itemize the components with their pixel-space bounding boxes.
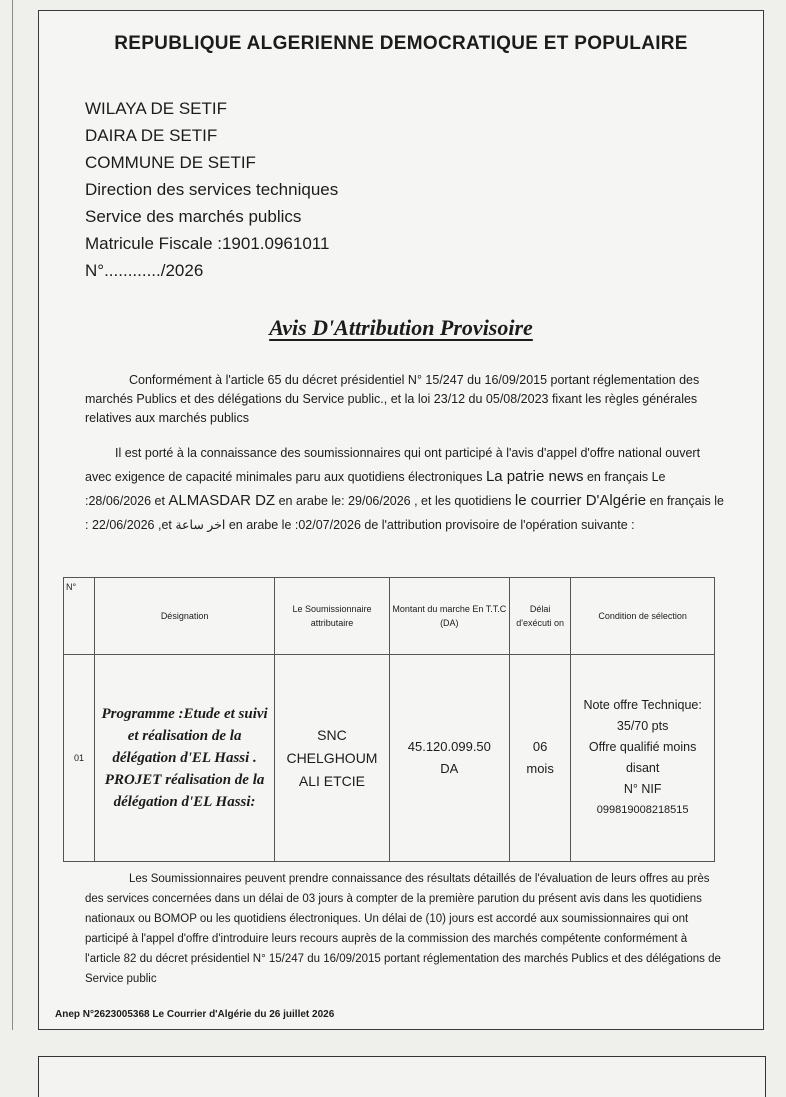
issuer-line-number: N°............/2026 (85, 261, 204, 280)
condition-line: Note offre Technique: (583, 698, 702, 712)
nif-number: 099819008218515 (596, 804, 689, 816)
anep-footer: Anep N°2623005368 Le Courrier d'Algérie du 26 juillet 2026 (55, 1009, 335, 1020)
header-condition: Condition de sélection (571, 578, 715, 655)
notice-title: Avis D'Attribution Provisoire (269, 315, 533, 340)
publication-text: Il est porté à la connaissance des soumissionnaires qui ont participé à l'avis d'appel d'offre national ouvert avec exigence de capacité minimales paru aux quotidiens électroniques (85, 446, 701, 484)
newspaper-name: La patrie news (485, 468, 584, 485)
issuer-line-daira: DAIRA DE SETIF (85, 126, 218, 145)
cell-designation: Programme :Etude et suivi et réalisation de la délégation d'EL Hassi . PROJET réalisation de la délégation d'EL Hassi: (94, 655, 274, 862)
notice-sheet (38, 10, 764, 1030)
header-montant: Montant du marche En T.T.C (DA) (389, 578, 509, 655)
condition-line: Offre qualifié moins disant (588, 740, 697, 775)
issuer-block (85, 95, 338, 284)
table-header-row (64, 578, 715, 655)
cell-soumissionnaire: SNC CHELGHOUM ALI ETCIE (275, 655, 390, 862)
newspaper-name: le courrier D'Algérie (514, 492, 647, 509)
cell-montant (389, 655, 509, 862)
delai-unit: mois (526, 761, 554, 776)
montant-unit: DA (440, 761, 459, 776)
publication-text: en français le : 22/06/2026 ,et (85, 494, 724, 532)
recourse-paragraph: Les Soumissionnaires peuvent prendre connaissance des résultats détaillés de l'évaluation de leurs offres au près des services concernées dans un délai de 03 jours à compter de la première parution du présent avis dans les quotidiens nationaux ou BOMOP ou les quotidiens électroniques. Un délai de (10) jours est accordé aux soumissionnaires qui ont participé à l'appel d'offre d'introduire leurs recours auprès de la commission des marchés compétente conformément à l'article 82 du décret présidentiel N° 15/247 du 16/09/2015 portant réglementation des marchés Publics et des délégations de Service public (85, 873, 721, 985)
delai-value: 06 (532, 739, 548, 754)
next-notice-frame (38, 1056, 766, 1097)
publication-text: en arabe le :02/07/2026 de l'attribution provisoire de l'opération suivante : (225, 518, 635, 532)
newspaper-name: ALMASDAR DZ (168, 492, 276, 509)
legal-reference-paragraph: Conformément à l'article 65 du décret présidentiel N° 15/247 du 16/09/2015 portant réglementation des marchés Publics et des délégations du Service public., et la loi 23/12 du 05/08/2023 fixant les règles générales relatives aux marchés publics (85, 373, 700, 425)
republic-heading: REPUBLIQUE ALGERIENNE DEMOCRATIQUE ET POPULAIRE (114, 33, 688, 54)
header-designation: Désignation (94, 578, 274, 655)
table-row (64, 655, 715, 862)
cell-delai (509, 655, 570, 862)
issuer-line-matricule: Matricule Fiscale :1901.0961011 (85, 234, 330, 253)
cell-condition (571, 655, 715, 862)
publication-paragraph (85, 441, 725, 537)
attribution-table (63, 577, 715, 862)
condition-line: N° NIF (623, 782, 662, 796)
issuer-line-commune: COMMUNE DE SETIF (85, 153, 256, 172)
publication-text: en arabe le: 29/06/2026 , et les quotidiens (275, 494, 515, 508)
issuer-line-direction: Direction des services techniques (85, 180, 339, 199)
issuer-line-wilaya: WILAYA DE SETIF (85, 99, 228, 118)
cell-number: 01 (64, 655, 95, 862)
header-number: N° (64, 578, 95, 655)
issuer-line-service: Service des marchés publics (85, 207, 302, 226)
publication-text: en français Le :28/06/2026 et (85, 470, 666, 508)
header-delai: Délai d'exécuti on (509, 578, 570, 655)
condition-line: 35/70 pts (616, 719, 669, 733)
newspaper-name-arabic: اخر ساعة (175, 518, 226, 532)
header-soumissionnaire: Le Soumissionnaire attributaire (275, 578, 390, 655)
montant-value: 45.120.099.50 (407, 739, 491, 754)
page-edge-line (12, 0, 13, 1030)
